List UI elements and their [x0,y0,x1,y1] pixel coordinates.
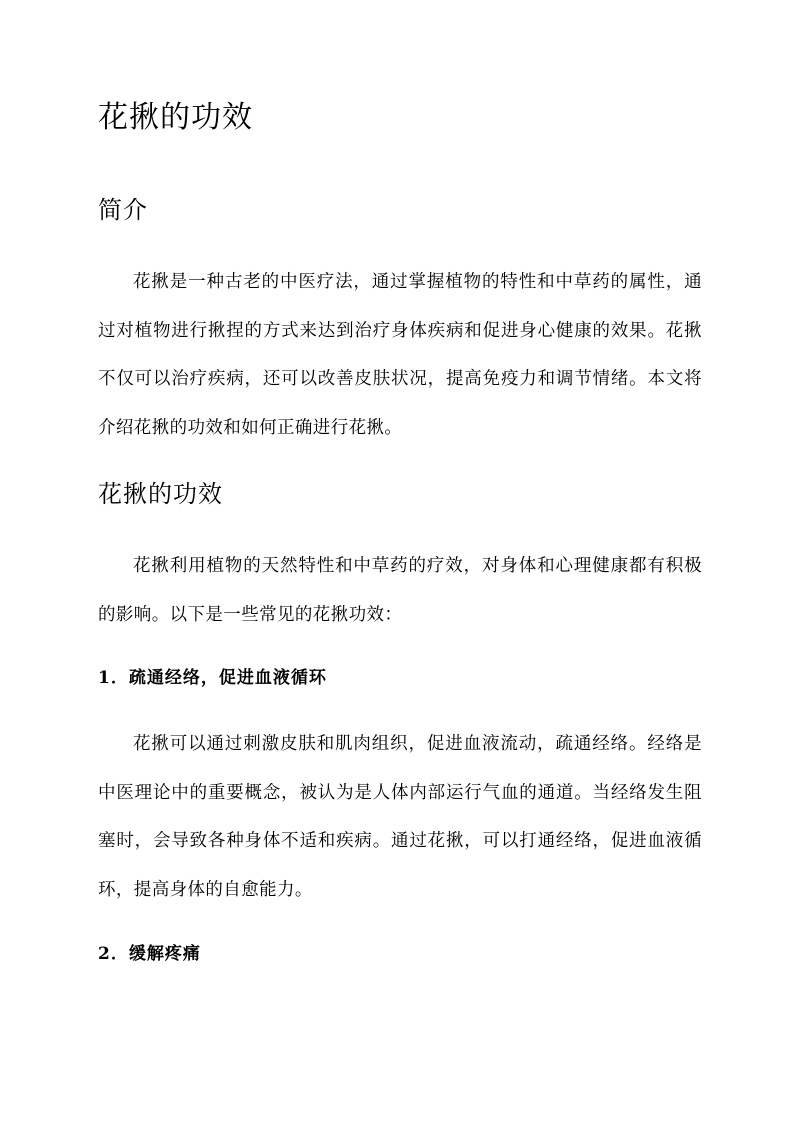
section-paragraph-effects: 花揪利用植物的天然特性和中草药的疗效，对身体和心理健康都有积极的影响。以下是一些常见的花揪功效： [98,556,702,625]
item-heading-pain-relief: 2．缓解疼痛 [98,944,201,964]
document-title: 花揪的功效 [98,100,253,135]
section-paragraph-intro: 花揪是一种古老的中医疗法，通过掌握植物的特性和中草药的属性，通过对植物进行揪捏的方式来达到治疗身体疾病和促进身心健康的效果。花揪不仅可以治疗疾病，还可以改善皮肤状况，提高免疫力和调节情绪。本文将介绍花揪的功效和如何正确进行花揪。 [98,272,702,438]
item-heading-meridians: 1．疏通经络，促进血液循环 [98,668,327,688]
item-paragraph-meridians: 花揪可以通过刺激皮肤和肌肉组织，促进血液流动，疏通经络。经络是中医理论中的重要概念，被认为是人体内部运行气血的通道。当经络发生阻塞时，会导致各种身体不适和疾病。通过花揪，可以打通经络，促进血液循环，提高身体的自愈能力。 [98,734,702,900]
section-heading-effects: 花揪的功效 [98,480,223,508]
section-heading-intro: 简介 [98,196,148,224]
